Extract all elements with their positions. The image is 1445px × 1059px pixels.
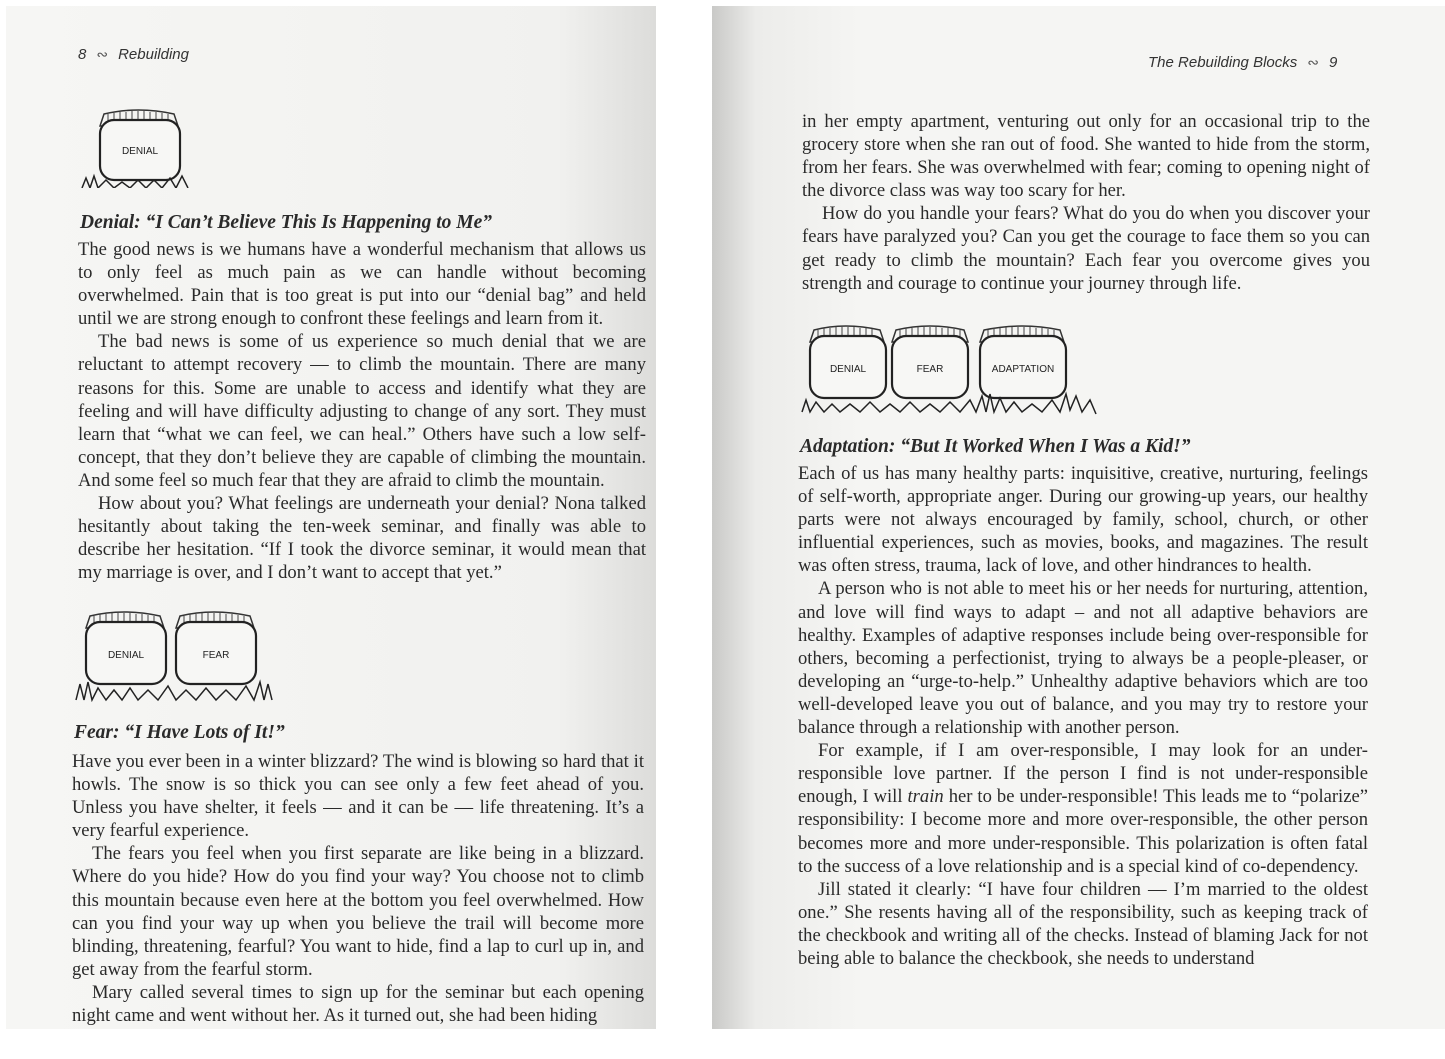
paragraph: A person who is not able to meet his or her needs for nurturing, attention, and love will find ways to adapt – and not all adaptive behaviors are healthy. Examples of adaptive responses include being over-responsible for others, becoming a perfectionist, trying to always be a people-pleaser, or developing an “urge-to-help.” Unhealthy adaptive behaviors which are too well-developed leave you out of balance, and you may try to restore your balance through a relationship with another person.: [798, 578, 1368, 739]
denial-fear-adaptation-blocks-illustration: [800, 320, 1110, 416]
denial-fear-blocks-illustration: [68, 606, 278, 702]
page-number: 8: [78, 46, 87, 63]
example-text-before: For example, if I am over-responsible, I may look for an under-responsible love partner. If the person I find is not under-responsible enough, I will: [798, 740, 1368, 808]
running-title: The Rebuilding Blocks: [1148, 54, 1298, 71]
fear-section-text: [72, 750, 644, 1027]
running-header-right: [1148, 54, 1337, 71]
adaptation-section-text: [798, 462, 1368, 970]
denial-section-text: [78, 238, 646, 584]
paragraph: The good news is we humans have a wonderful mechanism that allows us to only feel as much pain as we can handle without becoming overwhelmed. Pain that is too great is put into our “denial bag” and held until we are strong enough to confront these feelings and learn from it.: [78, 239, 646, 330]
page-gutter: [656, 0, 712, 1040]
block-label: DENIAL: [121, 146, 159, 157]
page-number: 9: [1328, 54, 1338, 71]
continuation-text: [802, 110, 1370, 295]
example-text-after: her to be under-responsible! This leads me to “polarize” responsibility: I become more and more over-responsible, the other person becomes more and more under-responsible. This polarization is often fatal to the success of a love relationship and is a special kind of co-dependency.: [798, 786, 1368, 877]
block-label: DENIAL: [107, 650, 145, 661]
paragraph: Mary called several times to sign up for the seminar but each opening night came and went without her. As it turned out, she had been hiding: [72, 981, 644, 1027]
ornament-icon: ∾: [1307, 54, 1319, 70]
paragraph: Each of us has many healthy parts: inquisitive, creative, nurturing, feelings of self-worth, appropriate anger. During our growing-up years, our healthy parts were not always encouraged by family, school, church, or other influential experiences, such as movies, books, and magazines. The result was often stress, trauma, lack of love, and other hindrances to health.: [798, 463, 1368, 577]
heading-denial: Denial: “I Can’t Believe This Is Happening to Me”: [80, 212, 493, 233]
paragraph-example: [798, 739, 1368, 878]
denial-block-illustration: [78, 106, 198, 188]
block-label: FEAR: [202, 650, 230, 661]
paragraph: in her empty apartment, venturing out only for an occasional trip to the grocery store when she ran out of food. She wanted to hide from the storm, from her fears. She was overwhelmed with fear; coming to opening night of the divorce class was way too scary for her.: [802, 111, 1370, 202]
heading-fear: Fear: “I Have Lots of It!”: [74, 722, 285, 743]
paragraph: How about you? What feelings are underneath your denial? Nona talked hesitantly about taking the ten-week seminar, and finally was able to describe her hesitation. “If I took the divorce seminar, it would mean that my marriage is over, and I don’t want to accept that yet.”: [78, 493, 646, 584]
paragraph: Have you ever been in a winter blizzard? The wind is blowing so hard that it howls. The snow is so thick you can see only a few feet ahead of you. Unless you have shelter, it feels — and it can be — life threatening. It’s a very fearful experience.: [72, 751, 644, 842]
block-label: FEAR: [916, 364, 944, 375]
paragraph: The fears you feel when you first separate are like being in a blizzard. Where do you hide? How do you find your way? You choose not to climb this mountain because even here at the bottom you feel overwhelmed. How can you find your way up when you believe the trail will become more blinding, threatening, fearful? You want to hide, find a lap to curl up in, and get away from the fearful storm.: [72, 843, 644, 980]
example-italic-word: train: [907, 786, 944, 808]
running-title: Rebuilding: [118, 46, 189, 63]
block-label: ADAPTATION: [991, 364, 1055, 375]
block-label: DENIAL: [829, 364, 867, 375]
ornament-icon: ∾: [96, 46, 109, 62]
paragraph: The bad news is some of us experience so much denial that we are reluctant to attempt recovery — to climb the mountain. There are many reasons for this. Some are unable to access and identify what they are feeling and will have difficulty adjusting to change of any sort. They must learn that “what we can feel, we can heal.” Others have such a low self-concept, that they don’t believe they are capable of climbing the mountain. And some feel so much fear that they are afraid to climb the mountain.: [78, 331, 646, 491]
paragraph: How do you handle your fears? What do you do when you discover your fears have paralyzed you? Can you get the courage to face them so you can get ready to climb the mountain? Each fear you overcome gives you strength and courage to continue your journey through life.: [802, 203, 1370, 294]
paragraph: Jill stated it clearly: “I have four children — I’m married to the oldest one.” She resents having all of the responsibility, such as keeping track of the checkbook and writing all of the checks. Instead of blaming Jack for not being able to balance the checkbook, she needs to understand: [798, 878, 1368, 969]
running-header-left: [78, 46, 189, 63]
left-page: [6, 6, 656, 1029]
right-page: [712, 6, 1445, 1029]
heading-adaptation: Adaptation: “But It Worked When I Was a Kid!”: [800, 436, 1191, 457]
